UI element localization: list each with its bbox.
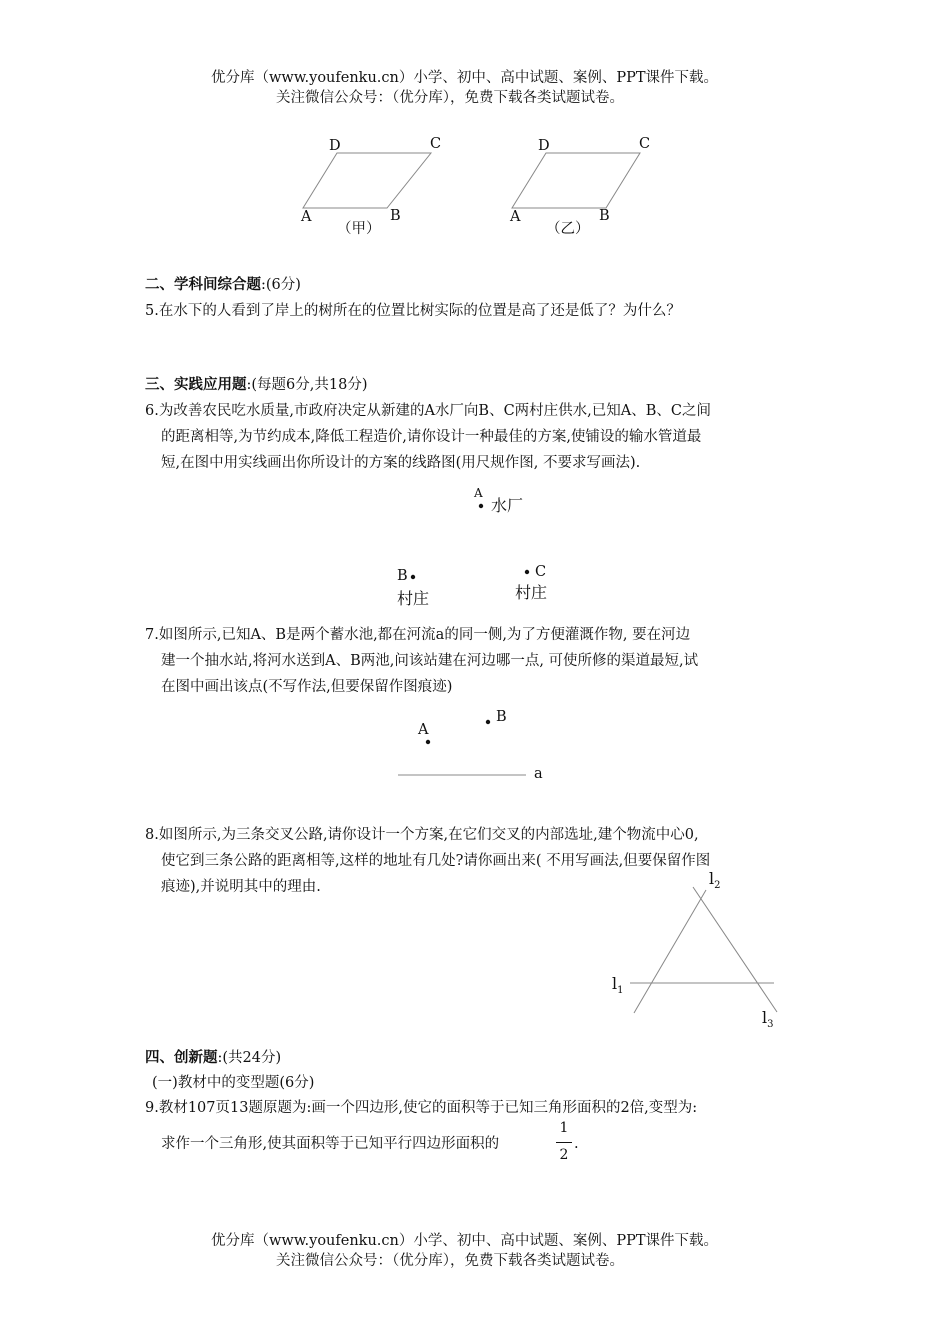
- fig8-l2-sub: 2: [714, 880, 721, 892]
- section-4-title: 四、创新题: [145, 1050, 218, 1066]
- section-3-heading: [145, 372, 367, 398]
- point-a-water: [479, 504, 483, 508]
- fig8-label-l1: [612, 974, 624, 996]
- fig6-water-plant: 水厂: [491, 496, 524, 515]
- question-8-line-3: 痕迹),并说明其中的理由.: [161, 879, 321, 895]
- road-l3: [693, 887, 777, 1012]
- header-line-1: 优分库（www.youfenku.cn）小学、初中、高中试题、案例、PPT课件下载。: [211, 70, 719, 86]
- point-c: [525, 570, 529, 574]
- question-9-line-1: 9.教材107页13题原题为:画一个四边形,使它的面积等于已知三角形面积的2倍,变型为:: [145, 1100, 698, 1116]
- footer-line-2: 关注微信公众号：（优分库），免费下载各类试题试卷。: [276, 1253, 624, 1269]
- fig7-label-b: B: [496, 709, 507, 725]
- fig8-l1-letter: l: [612, 974, 618, 993]
- label-a-yi: A: [510, 209, 521, 225]
- section-3-score: :(每题6分,共18分): [246, 377, 368, 393]
- question-9-end: .: [574, 1136, 579, 1152]
- caption-jia: （甲）: [337, 221, 381, 237]
- fig8-label-l3: [762, 1008, 774, 1030]
- label-b-yi: B: [599, 208, 610, 224]
- question-7-line-2: 建一个抽水站,将河水送到A、B两池,问该站建在河边哪一点, 可使所修的渠道最短,试: [161, 653, 699, 669]
- fig7-label-a: A: [418, 722, 429, 738]
- fraction-numerator: 1: [559, 1120, 569, 1136]
- question-7-line-1: 7.如图所示,已知A、B是两个蓄水池,都在河流a的同一侧,为了方便灌溉作物, 要在河边: [145, 627, 691, 643]
- section-2-title: 二、学科间综合题: [145, 277, 261, 293]
- fig8-l1-sub: 1: [617, 985, 624, 997]
- fig8-l3-sub: 3: [767, 1019, 774, 1031]
- point-b: [411, 575, 415, 579]
- fraction-bar: [556, 1142, 572, 1143]
- parallelogram-jia: [303, 153, 431, 208]
- fig8-l2-letter: l: [709, 869, 715, 888]
- point-a-pool: [426, 740, 430, 744]
- question-8-line-1: 8.如图所示,为三条交叉公路,请你设计一个方案,在它们交叉的内部选址,建个物流中心0,: [145, 827, 699, 843]
- question-5: 5.在水下的人看到了岸上的树所在的位置比树实际的位置是高了还是低了？为什么？: [145, 303, 681, 319]
- label-c-jia: C: [430, 136, 442, 152]
- fig8-label-l2: [709, 869, 721, 891]
- fraction-denominator: 2: [559, 1147, 569, 1163]
- section-4-subheading: (一)教材中的变型题(6分): [152, 1075, 315, 1091]
- question-7-line-3: 在图中画出该点(不写作法,但要保留作图痕迹): [161, 679, 453, 695]
- section-4-heading: [145, 1045, 281, 1071]
- parallelogram-yi: [512, 153, 640, 208]
- question-8-line-2: 使它到三条公路的距离相等,这样的地址有几处?请你画出来( 不用写画法,但要保留作图: [161, 853, 711, 869]
- question-6-line-3: 短,在图中用实线画出你所设计的方案的线路图(用尺规作图, 不要求写画法).: [161, 455, 641, 471]
- section-2-score: :(6分): [261, 277, 301, 293]
- fig6-label-b: B: [397, 568, 408, 584]
- label-d-yi: D: [538, 138, 550, 154]
- question-9-line-2: 求作一个三角形,使其面积等于已知平行四边形面积的: [161, 1136, 500, 1152]
- question-6-line-2: 的距离相等,为节约成本,降低工程造价,请你设计一种最佳的方案,使铺设的输水管道最: [161, 429, 702, 445]
- label-a-jia: A: [301, 209, 312, 225]
- header-line-2: 关注微信公众号：（优分库），免费下载各类试题试卷。: [276, 90, 624, 106]
- point-b-pool: [486, 720, 490, 724]
- footer-line-1: 优分库（www.youfenku.cn）小学、初中、高中试题、案例、PPT课件下载。: [211, 1233, 719, 1249]
- section-4-score: :(共24分): [217, 1050, 282, 1066]
- fig6-label-c: C: [535, 564, 547, 580]
- section-2-heading: [145, 272, 301, 298]
- label-c-yi: C: [639, 136, 651, 152]
- label-b-jia: B: [390, 208, 401, 224]
- fig8-l3-letter: l: [762, 1008, 768, 1027]
- fig6-village-b: 村庄: [397, 589, 430, 608]
- road-l2: [634, 890, 706, 1013]
- fig6-village-c: 村庄: [515, 583, 548, 602]
- caption-yi: （乙）: [546, 221, 590, 237]
- fig7-label-river: a: [534, 766, 543, 782]
- question-6-line-1: 6.为改善农民吃水质量,市政府决定从新建的A水厂向B、C两村庄供水,已知A、B、C之间: [145, 403, 711, 419]
- label-d-jia: D: [329, 138, 341, 154]
- fig6-label-a: A: [474, 486, 483, 500]
- section-3-title: 三、实践应用题: [145, 377, 247, 393]
